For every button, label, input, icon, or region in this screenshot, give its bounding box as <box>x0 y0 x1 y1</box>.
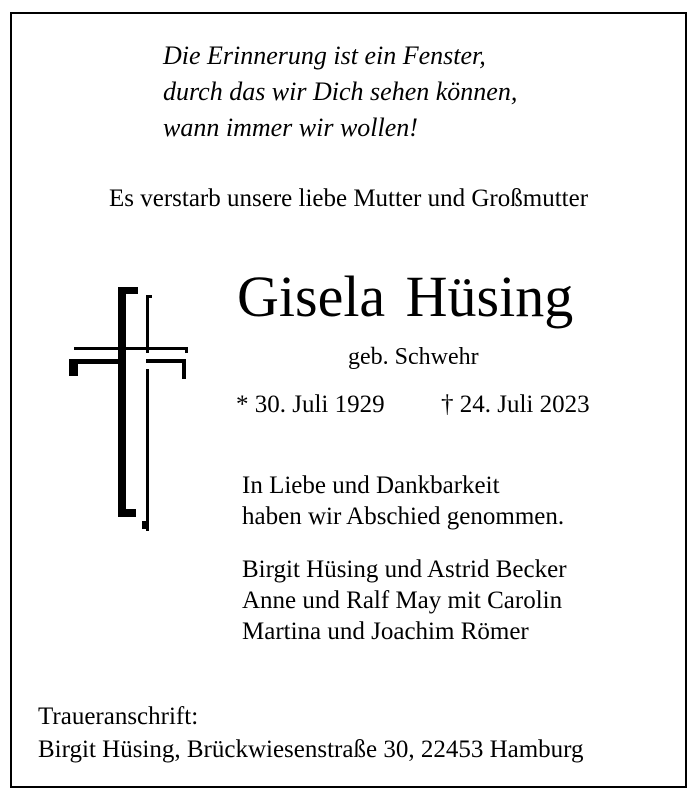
death-announcement: Es verstarb unsere liebe Mutter und Großmutter <box>108 185 589 212</box>
poem-line: wann immer wir wollen! <box>163 113 418 142</box>
address-line: Birgit Hüsing, Brückwiesenstraße 30, 22453 Hamburg <box>38 736 584 763</box>
mourner-line: Martina und Joachim Römer <box>242 618 529 645</box>
farewell-line: haben wir Abschied genommen. <box>242 503 565 530</box>
memorial-poem <box>163 38 517 146</box>
mourner-line: Anne und Ralf May mit Carolin <box>242 587 563 614</box>
poem-line: Die Erinnerung ist ein Fenster, <box>163 41 486 70</box>
farewell-line: In Liebe und Dankbarkeit <box>242 472 500 499</box>
death-date: † 24. Juli 2023 <box>441 391 590 418</box>
birth-date: * 30. Juli 1929 <box>236 391 385 418</box>
maiden-name: geb. Schwehr <box>348 344 479 370</box>
deceased-name: Gisela Hüsing <box>237 264 574 329</box>
poem-line: durch das wir Dich sehen können, <box>163 77 518 106</box>
farewell-text <box>242 470 564 532</box>
mourners-list <box>242 554 567 647</box>
address-label: Traueranschrift: <box>38 703 199 730</box>
mourning-address <box>38 700 584 766</box>
cross-icon <box>66 285 196 535</box>
mourner-line: Birgit Hüsing und Astrid Becker <box>242 556 567 583</box>
